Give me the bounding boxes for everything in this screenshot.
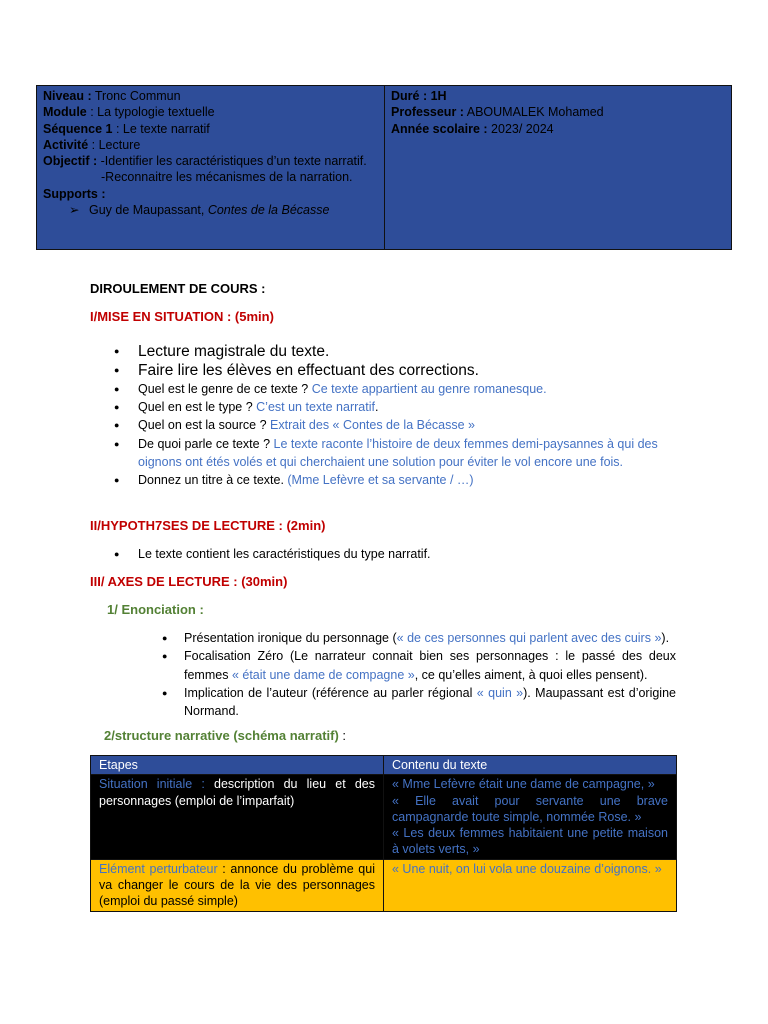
answer-text: Ce texte appartient au genre romanesque. — [311, 382, 547, 396]
item-text: Focalisation Zéro (Le narrateur connait bien ses personnages : le passé des deux femmes — [184, 649, 676, 682]
annee-value: 2023/ 2024 — [487, 121, 554, 136]
quote-text: « quin » — [476, 685, 524, 700]
answer-text: Extrait des « Contes de la Bécasse » — [270, 418, 476, 433]
section-2-heading: II/HYPOTH7SES DE LECTURE : (2min) — [90, 518, 326, 533]
niveau-value: Tronc Commun — [91, 89, 181, 103]
annee-line — [391, 121, 725, 137]
column-header-etapes: Etapes — [91, 756, 384, 775]
niveau-line — [43, 88, 378, 104]
professeur-label: Professeur : — [391, 105, 464, 120]
row-element-perturbateur-content — [384, 859, 677, 911]
list-item — [160, 684, 676, 721]
duree-label: Duré : 1H — [391, 89, 447, 103]
column-header-contenu: Contenu du texte — [384, 756, 677, 775]
row-situation-initiale-content — [384, 775, 677, 859]
module-value: : La typologie textuelle — [86, 105, 215, 120]
supports-label-text: Supports : — [43, 186, 106, 201]
item-text: Faire lire les élèves en effectuant des corrections. — [138, 362, 479, 379]
support-item — [43, 202, 378, 218]
stage-name: Situation initiale : — [99, 777, 205, 792]
item-tail: ). — [661, 631, 670, 645]
item-text: Le texte contient les caractéristiques du type narratif. — [138, 547, 431, 561]
subsection-enonciation-heading: 1/ Enonciation : — [107, 602, 204, 617]
module-label: Module — [43, 105, 87, 120]
sequence-line — [43, 121, 378, 137]
page-title: DIROULEMENT DE COURS : — [90, 281, 266, 296]
arrow-bullet-icon: ➢ — [69, 203, 80, 218]
item-text: Implication de l’auteur (référence au parler régional — [184, 685, 477, 700]
table-header-row — [91, 756, 677, 775]
list-item — [92, 435, 684, 471]
item-text: Lecture magistrale du texte. — [138, 343, 330, 360]
structure-heading-tail: : — [338, 728, 347, 743]
section-1-list — [92, 380, 684, 489]
objectif-label: Objectif : — [43, 154, 98, 169]
item-tail: , ce qu’elles aiment, à quoi elles pensent). — [414, 667, 648, 682]
question-text: Quel en est le type ? — [138, 400, 257, 415]
answer-text: (Mme Lefèvre et sa servante / …) — [287, 473, 474, 488]
section-3-heading: III/ AXES DE LECTURE : (30min) — [90, 574, 288, 589]
question-text: De quoi parle ce texte ? — [138, 436, 274, 451]
stage-name: Elément perturbateur — [99, 861, 218, 876]
enonciation-list — [160, 629, 676, 720]
answer-text: C’est un texte narratif — [256, 400, 375, 415]
module-line — [43, 104, 378, 120]
table-row — [91, 775, 677, 859]
quote-text: « de ces personnes qui parlent avec des cuirs » — [396, 631, 662, 645]
activite-label: Activité — [43, 137, 89, 152]
header-left-cell — [37, 86, 385, 249]
niveau-label: Niveau : — [43, 89, 92, 103]
section-1-list-large — [92, 342, 692, 380]
stage-description: description du lieu et des personnages (emploi de l’imparfait) — [99, 777, 375, 808]
quote-line: « Mme Lefèvre était une dame de campagne, » — [392, 777, 655, 792]
question-text: Quel on est la source ? — [138, 418, 271, 433]
activite-line — [43, 137, 378, 153]
list-item — [160, 647, 676, 684]
quote-line: « Les deux femmes habitaient une petite maison à volets verts, » — [392, 826, 668, 857]
list-item — [92, 398, 684, 416]
row-situation-initiale-label — [91, 775, 384, 859]
subsection-structure-heading — [104, 728, 346, 743]
list-item — [92, 545, 684, 563]
quote-line: « Une nuit, on lui vola une douzaine d’oignons. » — [392, 861, 662, 876]
supports-label — [43, 186, 378, 202]
row-element-perturbateur-label — [91, 859, 384, 911]
sequence-value: : Le texte narratif — [112, 121, 210, 136]
objectif-value-1: -Identifier les caractéristiques d’un texte narratif. — [97, 154, 367, 169]
support-work: Contes de la Bécasse — [207, 203, 330, 218]
lesson-header-box — [36, 85, 732, 250]
list-item — [92, 361, 692, 380]
table-row — [91, 859, 677, 911]
list-item — [92, 416, 684, 434]
list-item — [92, 380, 684, 398]
sequence-label: Séquence 1 — [43, 121, 113, 136]
narrative-schema-table — [90, 755, 677, 912]
duree-line — [391, 88, 725, 104]
item-text: Présentation ironique du personnage ( — [184, 631, 397, 645]
list-item — [92, 471, 684, 489]
professeur-value: ABOUMALEK Mohamed — [463, 105, 604, 120]
item-tail: ). Maupassant est d’origine Normand. — [184, 685, 676, 719]
question-text: Quel est le genre de ce texte ? — [138, 382, 312, 396]
header-right-cell — [385, 86, 731, 249]
stage-description: : annonce du problème qui va changer le cours de la vie des personnages (emploi du passé simple) — [99, 861, 375, 909]
list-item — [160, 629, 676, 647]
section-2-list — [92, 545, 684, 563]
objectif-value-2: -Reconnaitre les mécanismes de la narration. — [101, 170, 353, 185]
professeur-line — [391, 104, 725, 120]
answer-text: Le texte raconte l’histoire de deux femmes demi-paysannes à qui des oignons ont étés volés et qui cherchaient une solution pour éviter le vol encore une fois. — [138, 436, 658, 469]
quote-line: « Elle avait pour servante une brave campagnarde toute simple, nommée Rose. » — [392, 793, 668, 824]
question-tail: . — [374, 400, 379, 415]
quote-text: « était une dame de compagne » — [231, 667, 415, 682]
support-author: Guy de Maupassant, — [89, 203, 208, 218]
section-1-heading: I/MISE EN SITUATION : (5min) — [90, 309, 274, 324]
question-text: Donnez un titre à ce texte. — [138, 473, 288, 488]
annee-label: Année scolaire : — [391, 121, 488, 136]
objectif-line — [43, 153, 378, 169]
list-item — [92, 342, 692, 361]
activite-value: : Lecture — [88, 137, 141, 152]
structure-heading-text: 2/structure narrative (schéma narratif) — [104, 728, 339, 743]
